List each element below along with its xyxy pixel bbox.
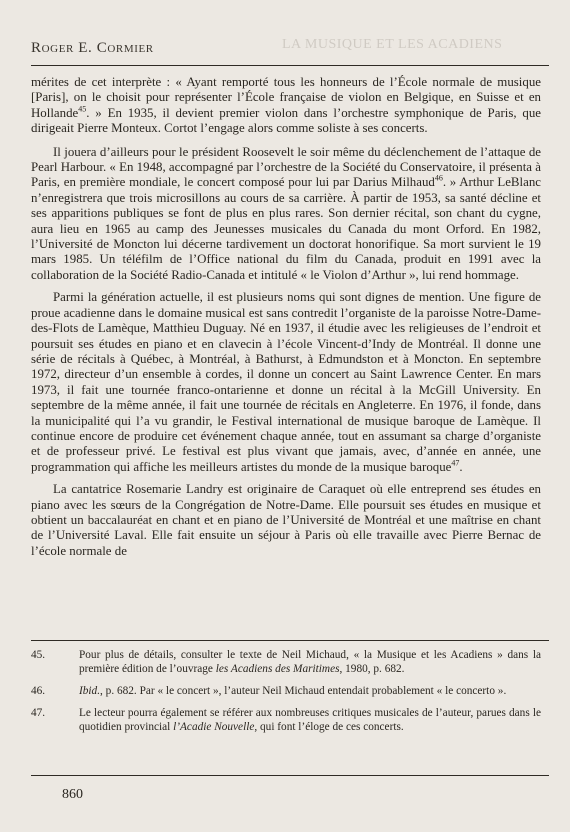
header-rule bbox=[31, 65, 549, 66]
footnote-title: les Acadiens des Maritimes bbox=[215, 663, 340, 675]
footnote-title: l’Acadie Nouvelle bbox=[173, 721, 255, 733]
footnote-46 bbox=[31, 684, 541, 698]
footnote-rule bbox=[31, 640, 549, 641]
footnote-ref-46[interactable]: 46 bbox=[434, 174, 443, 184]
bottom-rule bbox=[31, 775, 549, 776]
footnote-text: Le lecteur pourra également se référer aux nombreuses critiques musicales de l’auteur, parues dans le quotidien provincial l’Acadie Nouvelle, qui font l’éloge de ces concerts. bbox=[79, 707, 541, 733]
main-text bbox=[31, 75, 541, 566]
footnote-ref-47[interactable]: 47 bbox=[451, 458, 460, 468]
footnotes bbox=[31, 648, 541, 742]
running-header-author: Roger E. Cormier bbox=[31, 40, 154, 56]
paragraph-1: mérites de cet interprète : « Ayant remporté tous les honneurs de l’École normale de musique [Paris], on le choisit pour représenter l’École française de violon en Belgique, en Suisse et en Hollande$^{45}$. » En 1935, il devient premier violon dans l’orchestre symphonique de Paris, que dirigeait Pierre Monteux. Cortot l’engage alors comme soliste à ses concerts. bbox=[31, 75, 541, 136]
footnote-45 bbox=[31, 648, 541, 676]
footnote-number: 47. bbox=[31, 707, 46, 719]
footnote-ref-45[interactable]: 45 bbox=[78, 104, 87, 114]
paragraph-3: Parmi la génération actuelle, il est plusieurs noms qui sont dignes de mention. Une figure de proue acadienne dans le domaine musical est sans contredit l’organiste de la paroisse Notre-Dame-des-Flots de Lamèque, Matthieu Duguay. Né en 1937, il étudie avec les religieuses de l’endroit et poursuit ses études en piano et en clavecin à l’école Vincent-d’Indy de Montréal. Il donne une série de récitals à Québec, à Montréal, à Bathurst, à Edmundston et à Moncton. En septembre 1972, directeur d’un ensemble à cordes, il donne un concert au Saint Lawrence Center. En mars 1973, il fait une tournée franco-ontarienne et donne un récital à la McGill University. En septembre de la même année, il fait une tournée de récitals en Angleterre. En 1976, il fonde, dans la municipalité qui l’a vu grandir, le Festival international de musique baroque de Lamèque. Il continue encore de produire cet événement chaque année, tout en assumant sa charge d’organiste et de professeur privé. Le festival est plus vivant que jamais, avec, d’année en année, une programmation qui affiche les meilleurs artistes du monde de la musique baroque$^{47}$. bbox=[31, 290, 541, 474]
footnote-47 bbox=[31, 706, 541, 734]
footnote-text: Pour plus de détails, consulter le texte de Neil Michaud, « la Musique et les Acadiens » dans la première édition de l’ouvrage les Acadiens des Maritimes, 1980, p. 682. bbox=[79, 649, 541, 675]
footnote-text: Ibid., p. 682. Par « le concert », l’auteur Neil Michaud entendait probablement « le concerto ». bbox=[79, 685, 507, 697]
page-number: 860 bbox=[62, 787, 83, 802]
footnote-ibid: Ibid. bbox=[79, 685, 101, 697]
footnote-number: 45. bbox=[31, 649, 46, 661]
paragraph-2: Il jouera d’ailleurs pour le président Roosevelt le soir même du déclenchement de l’attaque de Pearl Harbour. « En 1948, accompagné par l’orchestre de la Société du Conservatoire, il présenta à Paris, en première mondiale, le concert composé pour lui par Darius Milhaud$^{46}$. » Arthur LeBlanc n’enregistrera que trois microsillons au cours de sa carrière. À partir de 1953, sa santé décline et ses apparitions publiques se font de plus en plus rares. Son dernier récital, son chant du cygne, aura lieu en 1965 au camp des Jeunesses musicales du Canada du mont Orford. En 1982, l’Université de Moncton lui décerne tardivement un doctorat honorifique. Sa mort survient le 19 mars 1985. Un téléfilm de l’Office national du film du Canada, produit en 1991 avec la collaboration de la Société Radio-Canada et intitulé « le Violon d’Arthur », lui rend hommage. bbox=[31, 144, 541, 282]
paragraph-4: La cantatrice Rosemarie Landry est originaire de Caraquet où elle entreprend ses études en piano avec les sœurs de la Congrégation de Notre-Dame. Elle poursuit ses études en musique et obtient un baccalauréat en chant et en piano de l’Université de Montréal et une maîtrise en chant de l’Université Laval. Elle fait ensuite un séjour à Paris où elle travaille avec Pierre Bernac de l’école normale de bbox=[31, 482, 541, 558]
bleed-through-text: LA MUSIQUE ET LES ACADIENS bbox=[282, 37, 503, 52]
footnote-number: 46. bbox=[31, 685, 46, 697]
